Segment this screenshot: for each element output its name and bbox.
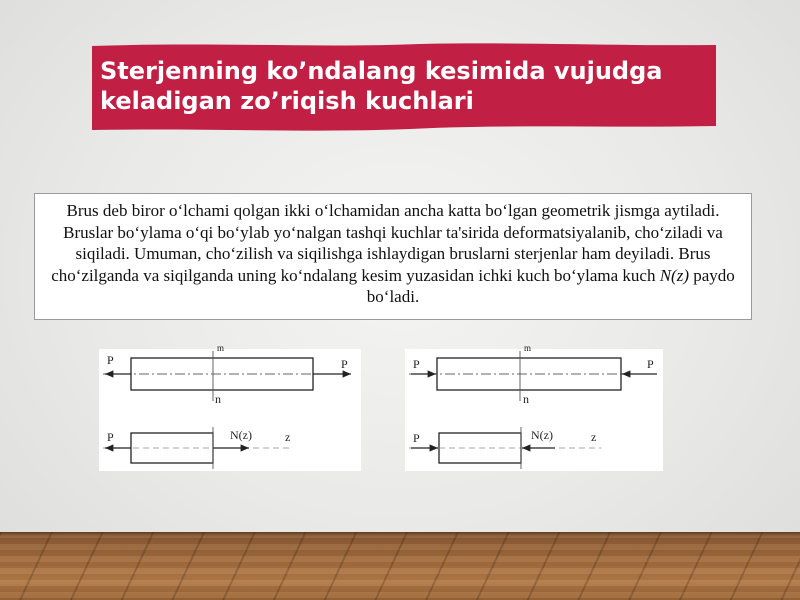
tension-internal-force-label: N(z) (230, 428, 252, 442)
tension-diagram (99, 343, 361, 471)
slide-title: Sterjenning ko’ndalang kesimida vujudga keladigan zo’riqish kuchlari (100, 57, 663, 115)
compression-internal-force-label: N(z) (531, 428, 553, 442)
tension-section-bottom-label: n (215, 392, 221, 406)
internal-force-term: N(z) (659, 265, 689, 285)
tension-section-top-label: m (217, 343, 225, 353)
title-banner (90, 42, 718, 134)
compression-force-left-label: P (413, 357, 420, 371)
wooden-floor (0, 532, 800, 600)
tension-lower-force-label: P (107, 430, 114, 444)
tension-axis-label: z (285, 430, 291, 444)
compression-axis-label: z (591, 430, 597, 444)
compression-section-top-label: m (524, 343, 532, 353)
tension-force-right-label: P (341, 357, 348, 371)
definition-text: Brus deb biror o‘lchami qolgan ikki o‘lchamidan ancha katta bo‘lgan geometrik jismga aytiladi. Bruslar bo‘ylama o‘qi bo‘ylab yo‘nalgan tashqi kuchlar ta'sirida deformatsiyalanib, cho‘ziladi va siqiladi. Umuman, cho‘zilish va siqilishga ishlaydigan bruslarni sterjenlar ham deyiladi. Brus cho‘zilganda va siqilganda uning ko‘ndalang kesim yuzasidan ichki kuch bo‘ylama kuch (51, 201, 723, 285)
definition-text-box (34, 193, 752, 320)
compression-force-right-label: P (647, 357, 654, 371)
definition-text-end: paydo bo‘ladi. (366, 265, 735, 306)
compression-lower-force-label: P (413, 431, 420, 445)
compression-diagram (405, 343, 663, 471)
tension-diagram-drawing (99, 349, 361, 471)
compression-section-bottom-label: n (523, 392, 529, 406)
tension-force-left-label: P (107, 353, 114, 367)
compression-diagram-drawing (405, 349, 663, 471)
